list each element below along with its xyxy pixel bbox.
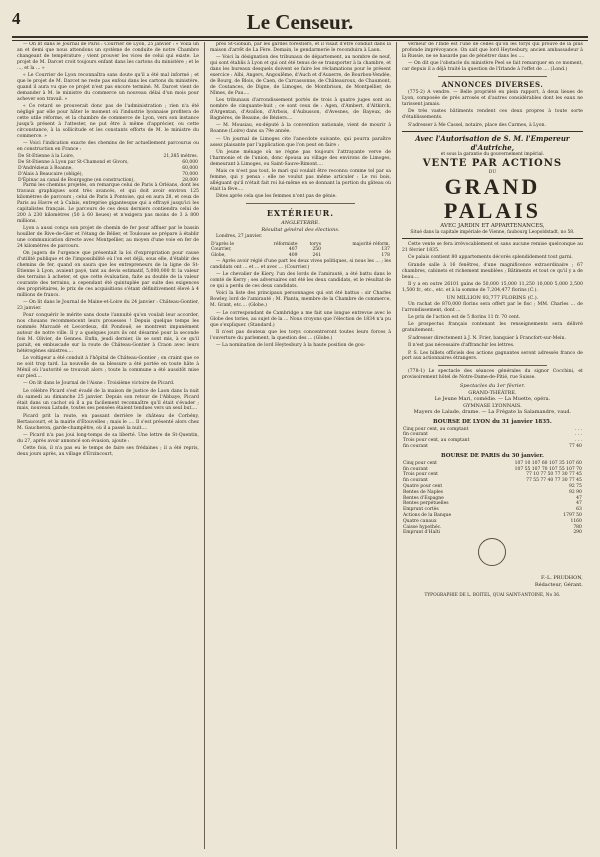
quote-label: Rentes de Naples bbox=[402, 489, 443, 495]
ad-subtitle: AVEC JARDIN ET APPARTENANCES, bbox=[440, 223, 545, 230]
quote-value: 92 75 bbox=[569, 484, 582, 490]
article-paragraph: verneur de l'Inde est l'une de celles qu'on les torys qui prouve de la plus profonde imprévoyance. On sait que lord Heytesbury, ancien ambassadeur à la Russie, ne se hasarde pas de pénétrer dans les .... bbox=[401, 42, 583, 59]
quote-value: 77 10 77 50 77 30 77 45 bbox=[526, 472, 582, 478]
quote-value: 77 55 77 40 77 30 77 45 bbox=[526, 478, 582, 484]
article-paragraph: — M. Mousiau, ex-député à la convention nationale, vient de mourir à Roanne (Loire) dans sa 79e année. bbox=[209, 123, 391, 135]
rail-line-name: De St-Etienne à Lyon par St-Chamond et Givors, bbox=[18, 160, 129, 166]
ad-du: DU bbox=[488, 169, 497, 175]
ad-location: Situé dans la capitale impériale de Vienne, faubourg Leopoldstadt, no 58. bbox=[410, 230, 575, 236]
article-paragraph: — Voici l'indication exacte des chemins de fer actuellement parcourus ou en construction en France : bbox=[17, 141, 199, 152]
quote-value: 107 10 107 60 107 35 107 60 bbox=[514, 460, 582, 466]
quote-value: . . . bbox=[574, 426, 582, 432]
quote-value: 107 55 107 70 107 55 107 70 bbox=[514, 466, 582, 472]
quote-value: . . . bbox=[574, 432, 582, 438]
ad-paragraph: Le prospectus français contenant les renseignements sera délivré gratuitement. bbox=[401, 322, 583, 334]
paris-exchange-table bbox=[402, 461, 583, 536]
table-row bbox=[402, 444, 583, 450]
ad-paragraph: Un rachat de 870,000 florins sera offert par le fisc ; MM. Charles ... de l'arrondissement, dont ... bbox=[401, 301, 583, 313]
article-paragraph: — Voici la désignation des tribunaux de département, au nombre de neuf, qui sont établis à Lyon et qui ont été tenus de se transporter à la chambre, et dans les bureaux desquels doivent se faire les réclamations pour le présent exercice : Albi, Angers, Angoulême, d'Auch et d'Auxerre, de Bourbon-Vendée, de Bourg, de Blois, de Caen, de Carcassonne, de Châteauroux, de Chaumont, de Coutances, de Digne, de Limoges, de Montbrison, de Montpellier, de Nîmes, de Pau.... bbox=[209, 55, 391, 96]
article-paragraph: Picard prit la route, en passant derrière le château de Corbény, Bertaucourt, et la mairie d'Étouvelles ; mais le .... Il s'est présenté alors chez M. Gaucheron, garde-champêtre, où il a passé la nuit.... bbox=[17, 413, 199, 431]
quote-label: fin courant bbox=[402, 478, 428, 484]
lyon-exchange-title: BOURSE DE LYON du 31 janvier 1835. bbox=[433, 418, 552, 425]
column-1 bbox=[12, 42, 204, 849]
rail-line-length: 60,000 bbox=[182, 160, 198, 166]
quote-label: Actions de la Banque bbox=[402, 513, 452, 519]
quote-value: 1797 50 bbox=[563, 513, 582, 519]
ad-paragraph: P. S. Les billets officiels des actions gagnantes seront adressés franco de port aux actionnaires étrangers. bbox=[401, 350, 583, 362]
ad-paragraph: S'adresser directement à J. N. Frier, banquier à Francfort-sur-Mein. bbox=[407, 335, 566, 341]
article-paragraph: Pour conquérir le mérite sans doute l'annuité qu'on voulait leur accorder, nos chouans recommencent leurs prouesses ! Depuis quelque temps les nommés Marcadé et Lecordeux, dit Pondouë, se montrent impunément autour de notre ville. Il y a quelques jours ils ont désarmé pour la seconde fois M. Olivier, de Gennes. Enfin, jeudi dernier, ils se sont mis, à ce qu'il parait, en embuscade sur la route de Château-Gontier à Craon avec leurs hétérogènes sinistres.... bbox=[17, 313, 199, 354]
table-cell: 250 bbox=[312, 247, 322, 253]
quote-label: Trois pour cent, au comptant bbox=[402, 438, 470, 444]
article-paragraph: — La nomination de lord Heytesbury à la haute position de gou- bbox=[215, 343, 366, 349]
masthead-rule bbox=[12, 40, 588, 41]
theatre-program: Mayers de Lalade, drame. — La Frégate la Salamandre, vaud. bbox=[413, 409, 572, 416]
ad-million: UN MILLION 93,777 FLORINS (C.). bbox=[446, 295, 539, 302]
quote-label: Rentes perpétuelles bbox=[402, 501, 449, 507]
ad-authorization: Avec l'Autorisation de S. M. l'Empereur d'Autriche, bbox=[415, 134, 570, 153]
ad-sale-heading: VENTE PAR ACTIONS bbox=[422, 157, 563, 169]
quote-label: Caisse hypothéc. bbox=[402, 524, 442, 530]
article-paragraph: Parmi les chemins projetés, on remarque celui de Paris à Orléans, dont les travaux graphiques sont très avancés, et qui doit avoir environ 125 kilomètres de parcours ; celui de Paris à Pontoise, qui en aura 28, et ceux de Paris au Havre et à Calais, entreprise gigantesque qui a effrayé jusqu'ici les capitalistes français. Le parcours de ces deux derniers contiendra celui de 200 à 230 kilomètres (50 à 60 lieues) et n'exigera pas moins de 3 à 800 millions. bbox=[17, 183, 199, 224]
ad-paragraph: Il n'est pas nécessaire d'affranchir les lettres. bbox=[407, 343, 515, 349]
article-paragraph: Voici la liste des principaux personnages qui ont été battus : sir Charles Rowley, lord de l'amirauté ; M. Planta, membre de la Chambre de commerce, M. Grant, etc.... (Globe.) bbox=[209, 291, 391, 309]
article-paragraph: près St-Gobain, par les gardes forestiers, et il visait d'être conduit dans la maison d'arrêt de La Fère. Demain, le gendarmerie le reconduira à Laon. bbox=[209, 42, 391, 53]
table-cell: 178 bbox=[381, 253, 390, 259]
ad-paragraph: Cette vente se fera irrévocablement et sans aucune remise quelconque au 21 février 1835. bbox=[401, 241, 583, 253]
quote-value: 77 40 bbox=[569, 444, 582, 450]
quote-label: Trois pour cent bbox=[402, 472, 438, 478]
lyon-exchange-table bbox=[402, 427, 583, 450]
table-cell: 407 bbox=[288, 247, 298, 253]
grand-palais-advertisement bbox=[402, 131, 583, 239]
country-heading: ANGLETERRE. bbox=[281, 220, 320, 227]
quote-value: 63 bbox=[576, 507, 582, 513]
rail-line-length: 28,000 bbox=[182, 177, 198, 183]
table-cell: 409 bbox=[288, 253, 298, 259]
quote-value: 290 bbox=[573, 530, 582, 536]
quote-value: 1160 bbox=[570, 518, 582, 524]
notices-heading: ANNONCES DIVERSES. bbox=[441, 80, 544, 90]
paper-title: Le Censeur. bbox=[246, 10, 354, 34]
quote-label: Rentes d'Espagne bbox=[402, 495, 444, 501]
article-paragraph: Un jeune ménage où ne règne pas toujours l'attrayante verve de l'harmonie et de l'union, donc épousa au village des environs de Limoges, demeurant à Limoges, ou Saint-Sauve-Rimont.... bbox=[209, 149, 391, 167]
article-paragraph: Le célèbre Picard s'est évadé de la maison de justice de Laon dans la nuit du samedi au dimanche 25 janvier. Depuis son retour de l'Abbaye, Picard était dans un cachot où il a pu facilement reconnaître qu'il était s'évader ; mais, nouveau Latude, toutes ses pensées étaient tendues vers un seul but.... bbox=[17, 388, 199, 412]
table-header: D'après le bbox=[210, 241, 235, 247]
article-paragraph: Cette fois, il n'a pas eu le temps de faire ses frédaines ; il a été repris, deux jours après, au village d'Erzincourt, bbox=[17, 446, 199, 458]
section-divider bbox=[438, 76, 547, 77]
column-2 bbox=[204, 42, 396, 849]
quote-label: Emprunt d'Haïti bbox=[402, 530, 440, 536]
article-paragraph: Lyon a aussi conçu son projet de chemin de fer pour affluer par le bassin houiller de Rive-de-Gier et l'étang de Bélier, et Toulouse se prépare à établir une communication directe avec Montpellier, au moyen d'une voie en fer de 24 kilomètres de parcours. bbox=[17, 226, 199, 249]
theatre-name: GRAND-THÉÂTRE. bbox=[468, 389, 517, 396]
rail-line-length: 60,000 bbox=[182, 165, 198, 171]
dateline: Londres, 27 janvier. bbox=[215, 234, 263, 240]
masthead bbox=[12, 8, 588, 38]
ad-paragraph: Ce palais contient 80 appartements décorés splendidement tout garni. bbox=[407, 255, 573, 261]
ad-paragraph: Il y a en outre 26101 gains de 50,000 15,000 11,250 10,000 5,000 2,500 1,500 fr., etc., etc. et à la somme de 7,204,477 florins (C.). bbox=[401, 281, 583, 293]
ad-paragraph: Grande salle à 16 fenêtres, d'une magnificence extraordinaire ; 67 chambres, cabinets et richement meublées ; Bâtiments et tout ce qu'il y a de beau.... bbox=[401, 262, 583, 280]
article-paragraph: On jugera de l'urgence que présentait la loi d'expropriation pour cause d'utilité publique et de l'impossibilité où l'on est déjà, sous elle, d'établir des chemins de fer, quand on saura que les entrepreneurs de la ligne de St-Etienne à Lyon, avaient payé, tant au devis estimatif, 5,000,000 fr. la valeur des terrains à acheter, et que cette évaluation, faite au double de la valeur courante des terrains, a cependant été quintuplée par suite des exigences des propriétaires, le prix de ces acquisitions s'étant définitivement élevé à 4 millions de francs. bbox=[17, 251, 199, 298]
ad-grand-palais: GRAND PALAIS bbox=[443, 174, 541, 224]
quote-label: Quatre canaux bbox=[402, 518, 437, 524]
article-paragraph: Il n'est pas douteux que les torys concentreront toutes leurs forces à l'ouverture du parlement, la question des ... (Globe.) bbox=[209, 329, 391, 341]
table-cell: 241 bbox=[312, 253, 322, 259]
quote-value: 780 bbox=[573, 524, 582, 530]
article-paragraph: — On dit que l'obstacle du ministère Peel se fait remarquer en ce moment, car depuis il a déjà traité la question de l'Irlande à l'effet de .... (Lond.) bbox=[401, 61, 583, 73]
article-paragraph: « Ce retard se prouverait donc pas de l'administration ; rien n'a été négligé par elle pour hâter le moment où l'industrie lyonnaise profitera de cette utile réforme, et la chambre de commerce de Lyon, vers son instance jusqu'à présent à l'attester, ne put être à même d'apprécier, ou cette circonstance, à la sollicitude et les constants efforts de M. le ministre du commerce. » bbox=[17, 104, 199, 139]
theatre-program: Le Jeune Mari, comédie. — La Muette, opéra. bbox=[434, 396, 551, 403]
article-paragraph: — Le correspondant de Cambridge a me fait une longue entrevue avec le Globe des tories, au sujet de la ... Nous croyons que l'élection de 1834 n'a pu que s'expliquer. (Standard.) bbox=[209, 310, 391, 328]
rail-line-name: De St-Etienne à la Loire, bbox=[18, 154, 75, 160]
table-cell: 137 bbox=[381, 247, 390, 253]
quote-label: Cinq pour cent, au comptant bbox=[402, 426, 469, 432]
quote-label: Cinq pour cent bbox=[402, 460, 437, 466]
signature bbox=[402, 575, 583, 589]
table-header: réformiste bbox=[273, 241, 298, 247]
article-paragraph: — Picard n'a pas joui long-temps de sa liberté. Une lettre de St-Quentin, du 27, après avoir annoncé son évasion, ajoute : bbox=[17, 433, 199, 444]
table-header: torys bbox=[309, 241, 322, 247]
official-stamp bbox=[478, 538, 506, 566]
rail-line-name: D'Andrézieux à Roanne, bbox=[18, 165, 73, 171]
article-paragraph: Dites après cela que les femmes n'ont pas de génie. bbox=[215, 194, 337, 200]
article-paragraph: Mais ce n'est pas tout, le mari qui voulait être reconnu comme tel par sa femme, qui y pensa : elle ne voulut pas même articuler : Le roi bois, alléguant qu'il n'était fait roi lui-même en se donnant la portion du gâteau où était la fève.... bbox=[209, 169, 391, 192]
quote-label: fin courant bbox=[402, 466, 428, 472]
printer-footer: TYPOGRAPHIE DE L. BOITEL, QUAI SAINT-ANTOINE, No 36. bbox=[424, 593, 561, 599]
article-paragraph: Les tribunaux d'arrondissement portés de trois à quatre juges sont au nombre de cinquante-huit ; ce sont ceux de : Agen, d'Ambert, d'Altkirch, d'Argentan, d'Avallon, d'Arbois, d'Aubusson, d'Avesnes, de Bayeux, de Bagnères, de Beaune, de Béziers.... bbox=[209, 98, 391, 121]
notice-paragraph: (775-2) A vendre. — Belle propriété en plein rapport, à deux lieues de Lyon, composée de prés arrosés et d'autres considérables dont les eaux ne tarissent jamais. bbox=[401, 90, 583, 107]
table-header: majorité réform. bbox=[352, 241, 390, 247]
quote-label: fin courant bbox=[402, 432, 428, 438]
quote-label: Quatre pour cent bbox=[402, 484, 443, 490]
rail-line-length: 21,385 mètres. bbox=[163, 154, 198, 160]
section-divider bbox=[246, 203, 355, 204]
ad-paragraph: Le prix de l'action est de 5 florins 11 fr. 70 cent. bbox=[407, 315, 521, 321]
quote-value: 47 bbox=[576, 501, 582, 507]
quote-value: 47 bbox=[576, 495, 582, 501]
article-paragraph: « Le Courrier de Lyon reconnaîtra sans doute qu'il a été mal informé ; et que le projet de M. Darcet ne reste pas enfoui dans les cartons du ministère, quand il aura vu que ce projet n'est pas encore terminé. M. Darcet vient de demander à M. le ministre du commerce un nouveau délai d'un mois pour achever son travail. » bbox=[17, 73, 199, 102]
article-paragraph: — On lit dans le Journal de Maine-et-Loire du 24 janvier : Château-Gontier, 23 janvier. bbox=[17, 300, 199, 311]
signature-role: Rédacteur, Gérant. bbox=[534, 582, 583, 589]
elections-title: Résultat général des élections. bbox=[261, 227, 340, 234]
article-paragraph: — Le chevalier de Kiery, l'un des lords de l'amirauté, a été battu dans le comté de Kerry ; ses adversaires ont été les deux candidats, et le résultat de ce qui a perdu de ces deux candidats. bbox=[209, 272, 391, 290]
rail-line-name: D'Alais à Beaucaire (obligé), bbox=[18, 171, 83, 177]
column-3 bbox=[396, 42, 588, 849]
section-divider bbox=[438, 365, 547, 366]
notice-paragraph: De très vastes bâtiments rendent ces deux propres à toute sorte d'établissements. bbox=[401, 109, 583, 121]
rail-line-name: D'Épinac au canal de Bourgogne (en construction), bbox=[18, 177, 135, 183]
ad-guarantee: et sous la garantie du gouvernement impérial. bbox=[440, 152, 545, 158]
elections-table bbox=[210, 242, 391, 259]
rail-line-length: 70,000 bbox=[182, 171, 198, 177]
section-heading-exterieur: EXTÉRIEUR. bbox=[266, 208, 335, 219]
table-cell: Globe, bbox=[210, 253, 226, 259]
quote-label: fin courant bbox=[402, 444, 428, 450]
quote-label: Emprunt cortès bbox=[402, 507, 439, 513]
signature-name: F.-L. PRUDHON, bbox=[540, 575, 583, 582]
spectacles-heading: Spectacles du 1er février. bbox=[459, 382, 525, 389]
theatre-name: GYMNASE LYONNAIS. bbox=[463, 402, 522, 409]
railway-table bbox=[17, 154, 199, 183]
article-paragraph: — On lit dans le Journal de Paris : Courrier de Lyon, 25 janvier : « Voilà un an et demi que nous attendons un système de conduite de notre Chambre changeant de température ; vient prouver les vices de celui qui existe. Le projet de M. Darcet croit toujours enfant dans les cartons du ministère ; et le ..., et la ... » bbox=[17, 42, 199, 71]
quote-value: . . . bbox=[574, 438, 582, 444]
quote-value: 92 90 bbox=[569, 489, 582, 495]
article-paragraph: — On lit dans le Journal de l'Aisne : Troisième victoire de Picard. bbox=[23, 381, 175, 387]
paris-exchange-title: BOURSE DE PARIS du 30 janvier. bbox=[440, 452, 544, 459]
notice-paragraph: (778-1) Le spectacle des séances générales du signor Cocchini, et provisoirement hôtel de Notre-Dame-de-Pitié, rue Suisse. bbox=[401, 369, 583, 381]
page-number: 4 bbox=[12, 9, 21, 28]
stamp-area bbox=[402, 536, 583, 571]
article-paragraph: — Un journal de Limoges cite l'anecdote suivante, qui pourra paraître assez plaisante par l'application que l'on peut en faire : bbox=[209, 136, 391, 148]
article-paragraph: Le voltigeur a été conduit à l'hôpital de Château-Gontier ; on craint que ce ne soit trop tard. La nouvelle de sa blessure a été portée en toute hâte à Ménil où l'autorité se trouvait alors ; toute la commune a été aussitôt mise sur pied.... bbox=[17, 356, 199, 379]
notice-paragraph: S'adresser à Me Cassel, notaire, place des Carmes, à Lyon. bbox=[407, 122, 546, 128]
article-paragraph: — Après avoir réglé d'une part les deux vives politiques, si nous les ... ; les candidats ont ... et ... et avec ... (Courrier.) bbox=[209, 258, 391, 270]
table-cell: Courrier, bbox=[210, 247, 232, 253]
columns bbox=[12, 42, 588, 849]
